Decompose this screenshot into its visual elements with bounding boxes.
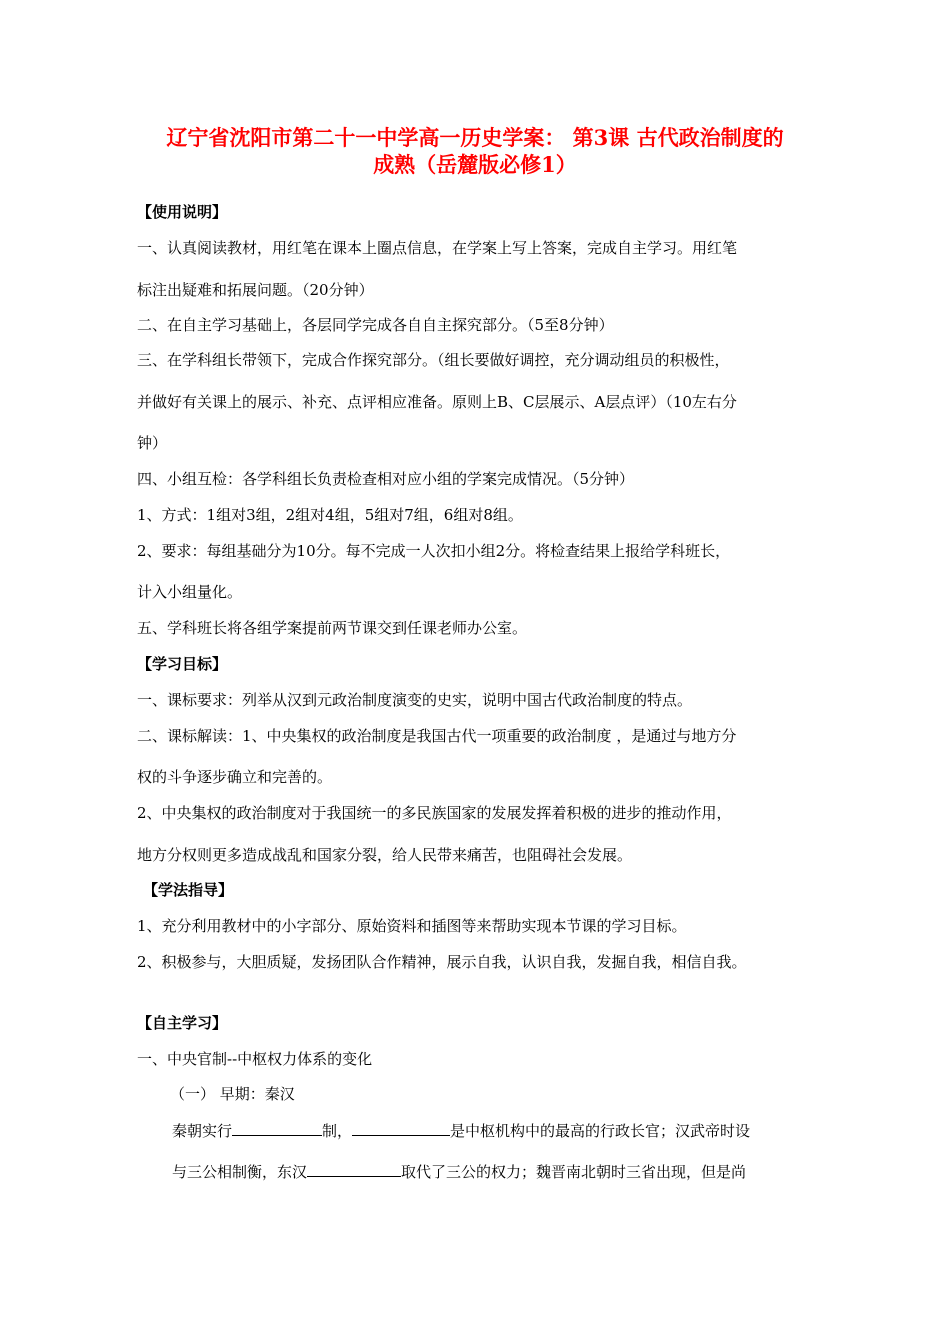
usage-line: 钟） (137, 434, 168, 452)
goals-line: 二、课标解读：1、中央集权的政治制度是我国古代一项重要的政治制度 ，是通过与地方分 (137, 727, 737, 745)
paragraph-text: 制， (322, 1122, 353, 1140)
paragraph-text: 与三公相制衡，东汉 (172, 1163, 308, 1181)
subsection-heading: （一） 早期：秦汉 (170, 1085, 295, 1103)
method-line: 1、充分利用教材中的小字部分、原始资料和插图等来帮助实现本节课的学习目标。 (137, 917, 687, 935)
usage-line: 三、在学科组长带领下，完成合作探究部分。（组长要做好调控，充分调动组员的积极性， (137, 351, 730, 369)
usage-line: 2、要求：每组基础分为10分。每不完成一人次扣小组2分。将检查结果上报给学科班长， (137, 542, 731, 560)
document-title-line-1: 辽宁省沈阳市第二十一中学高一历史学案： 第3课 古代政治制度的 (166, 125, 784, 150)
usage-line: 计入小组量化。 (137, 583, 243, 601)
paragraph-text: 取代了三公的权力；魏晋南北朝时三省出现，但是尚 (401, 1163, 747, 1181)
method-line: 2、积极参与，大胆质疑，发扬团队合作精神，展示自我，认识自我，发掘自我，相信自我。 (137, 953, 747, 971)
goals-line: 地方分权则更多造成战乱和国家分裂，给人民带来痛苦，也阻碍社会发展。 (137, 846, 633, 864)
goals-line: 一、课标要求：列举从汉到元政治制度演变的史实，说明中国古代政治制度的特点。 (137, 691, 693, 709)
document-title-line-2: 成熟（岳麓版必修1） (373, 152, 577, 177)
usage-line: 标注出疑难和拓展问题。（20分钟） (137, 281, 374, 299)
method-heading: 【学法指导】 (143, 881, 234, 899)
paragraph-text: 秦朝实行 (172, 1122, 233, 1140)
section-heading: 一、中央官制--中枢权力体系的变化 (137, 1050, 373, 1068)
answer-blank[interactable] (232, 1121, 322, 1136)
fill-in-paragraph-line-1 (172, 1121, 750, 1141)
usage-line: 二、在自主学习基础上，各层同学完成各自自主探究部分。（5至8分钟） (137, 316, 614, 334)
usage-line: 并做好有关课上的展示、补充、点评相应准备。原则上B、C层展示、A层点评）（10左右分 (137, 393, 737, 411)
usage-line: 1、方式：1组对3组，2组对4组，5组对7组，6组对8组。 (137, 506, 523, 524)
answer-blank[interactable] (352, 1121, 450, 1136)
usage-heading: 【使用说明】 (137, 203, 228, 221)
answer-blank[interactable] (307, 1162, 401, 1177)
fill-in-paragraph-line-2 (172, 1162, 746, 1182)
self-study-heading: 【自主学习】 (137, 1014, 228, 1032)
paragraph-text: 是中枢机构中的最高的行政长官；汉武帝时设 (450, 1122, 751, 1140)
goals-heading: 【学习目标】 (137, 655, 228, 673)
usage-line: 五、学科班长将各组学案提前两节课交到任课老师办公室。 (137, 619, 528, 637)
goals-line: 2、中央集权的政治制度对于我国统一的多民族国家的发展发挥着积极的进步的推动作用， (137, 804, 732, 822)
usage-line: 一、认真阅读教材，用红笔在课本上圈点信息，在学案上写上答案，完成自主学习。用红笔 (137, 239, 738, 257)
usage-line: 四、小组互检：各学科组长负责检查相对应小组的学案完成情况。（5分钟） (137, 470, 635, 488)
goals-line: 权的斗争逐步确立和完善的。 (137, 768, 333, 786)
